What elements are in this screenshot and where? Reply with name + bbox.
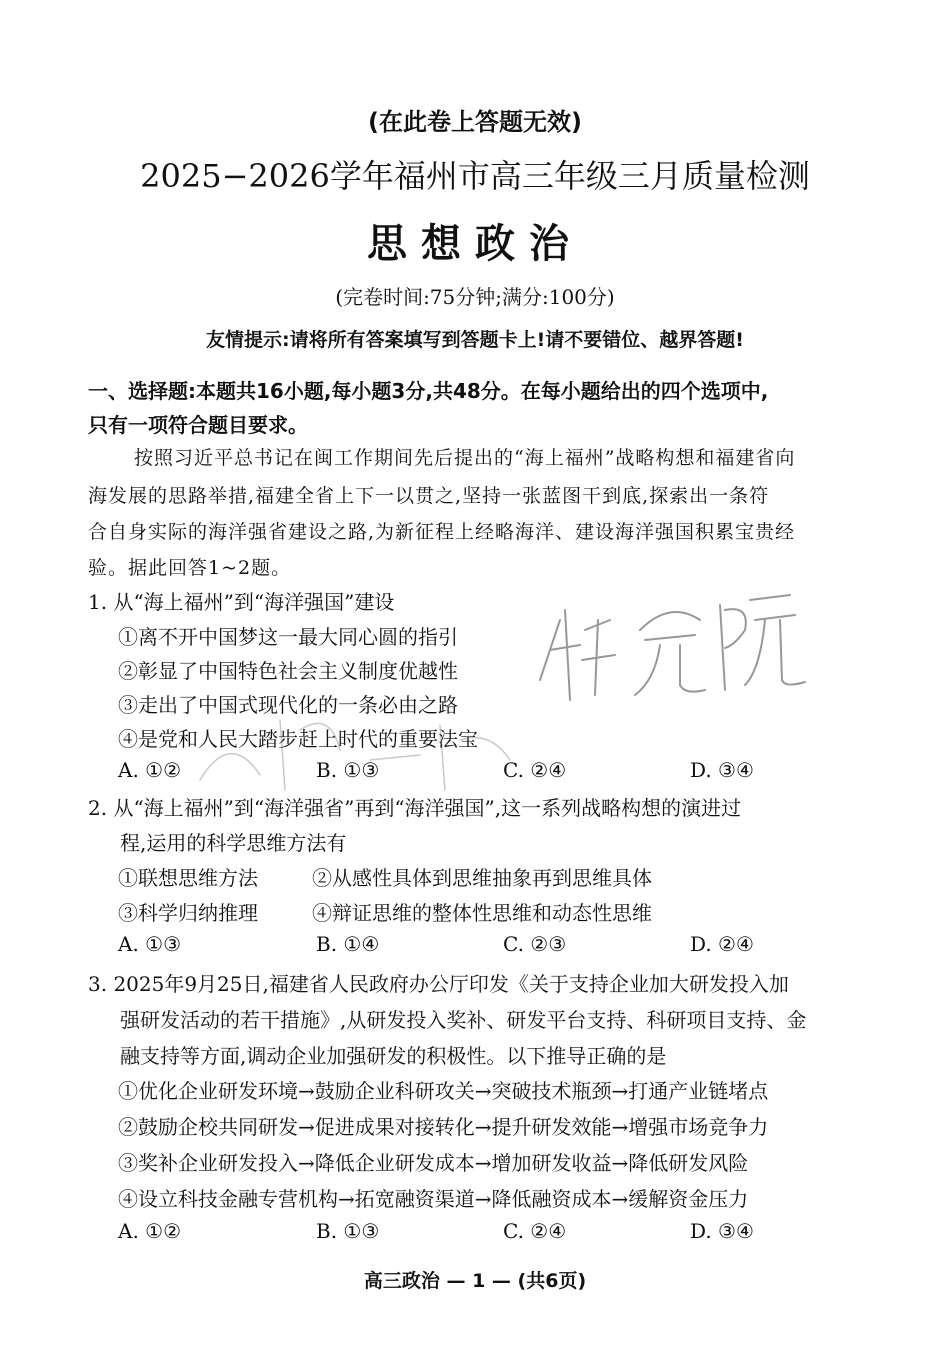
page-footer: 高三政治 — 1 — (共6页) <box>363 1270 587 1292</box>
question-1-stem: 1. 从“海上福州”到“海洋强国”建设 <box>88 590 395 614</box>
question-1-item: ③走出了中国式现代化的一条必由之路 <box>118 693 458 717</box>
watermark-graphic-secondary <box>190 690 530 810</box>
option-c[interactable]: C. ②③ <box>503 932 567 956</box>
option-a[interactable]: A. ①② <box>118 1219 182 1243</box>
option-d[interactable]: D. ②④ <box>690 932 754 956</box>
friendly-tip: 友情提示:请将所有答案填写到答题卡上!请不要错位、越界答题! <box>206 329 744 351</box>
question-3-item: ①优化企业研发环境→鼓励企业科研攻关→突破技术瓶颈→打通产业链堵点 <box>118 1079 769 1103</box>
subject-title: 思想政治 <box>367 221 583 267</box>
question-3-stem-line: 融支持等方面,调动企业加强研发的积极性。以下推导正确的是 <box>120 1044 667 1068</box>
question-1-item: ②彰显了中国特色社会主义制度优越性 <box>118 659 458 683</box>
question-3-item: ②鼓励企校共同研发→促进成果对接转化→提升研发效能→增强市场竞争力 <box>118 1115 769 1139</box>
option-b[interactable]: B. ①③ <box>316 758 380 782</box>
option-b[interactable]: B. ①④ <box>316 932 380 956</box>
option-c[interactable]: C. ②④ <box>503 1219 567 1243</box>
question-3-item: ④设立科技金融专营机构→拓宽融资渠道→降低融资成本→缓解资金压力 <box>118 1187 749 1211</box>
question-1-item: ①离不开中国梦这一最大同心圆的指引 <box>118 625 458 649</box>
watermark-graphic <box>520 560 820 720</box>
option-d[interactable]: D. ③④ <box>690 758 754 782</box>
option-c[interactable]: C. ②④ <box>503 758 567 782</box>
question-1-item: ④是党和人民大踏步赶上时代的重要法宝 <box>118 727 478 751</box>
question-2-stem-line: 2. 从“海上福州”到“海洋强省”再到“海洋强国”,这一系列战略构想的演进过 <box>88 796 742 820</box>
passage-line: 按照习近平总书记在闽工作期间先后提出的“海上福州”战略构想和福建省向 <box>134 447 796 469</box>
time-info: (完卷时间:75分钟;满分:100分) <box>335 285 615 309</box>
question-2-stem-line: 程,运用的科学思维方法有 <box>120 831 347 855</box>
exam-title: 2025−2026学年福州市高三年级三月质量检测 <box>140 157 810 195</box>
question-3-stem-line: 强研发活动的若干措施》,从研发投入奖补、研发平台支持、科研项目支持、金 <box>120 1008 807 1032</box>
option-a[interactable]: A. ①③ <box>118 932 182 956</box>
section-heading-line1: 一、选择题:本题共16小题,每小题3分,共48分。在每小题给出的四个选项中, <box>88 379 769 403</box>
question-3-item: ③奖补企业研发投入→降低企业研发成本→增加研发收益→降低研发风险 <box>118 1151 749 1175</box>
section-heading-line2: 只有一项符合题目要求。 <box>88 413 308 437</box>
question-2-item: ①联想思维方法 <box>118 866 258 890</box>
passage-line: 海发展的思路举措,福建全省上下一以贯之,坚持一张蓝图干到底,探索出一条符 <box>88 485 770 507</box>
option-a[interactable]: A. ①② <box>118 758 182 782</box>
passage-line: 验。据此回答1~2题。 <box>88 557 292 579</box>
question-2-item: ②从感性具体到思维抽象再到思维具体 <box>312 866 652 890</box>
passage-line: 合自身实际的海洋强省建设之路,为新征程上经略海洋、建设海洋强国积累宝贵经 <box>88 521 796 543</box>
question-2-item: ③科学归纳推理 <box>118 901 258 925</box>
option-d[interactable]: D. ③④ <box>690 1219 754 1243</box>
question-2-item: ④辩证思维的整体性思维和动态性思维 <box>312 901 652 925</box>
option-b[interactable]: B. ①③ <box>316 1219 380 1243</box>
question-3-stem-line: 3. 2025年9月25日,福建省人民政府办公厅印发《关于支持企业加大研发投入加 <box>88 972 789 996</box>
invalid-answer-notice: (在此卷上答题无效) <box>368 108 582 136</box>
